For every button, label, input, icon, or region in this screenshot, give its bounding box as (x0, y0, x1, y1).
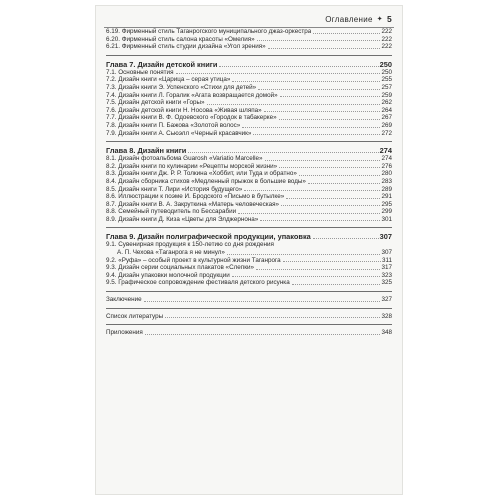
toc-entry-line1: 9.1. Сувенирная продукция к 150-летию со дня рождения (106, 241, 274, 249)
toc-entry: 8.6. Иллюстрации к поэме И. Бродского «Письмо в бутылке» 291 (106, 193, 392, 201)
toc-entry: 6.20. Фирменный стиль салона красоты «Омелия» 222 (106, 35, 392, 43)
ornament-icon: ✦ (376, 16, 383, 23)
section-divider (106, 291, 392, 292)
toc-entry: 7.4. Дизайн книги Л. Горалик «Агата возвращается домой» 259 (106, 91, 392, 99)
toc-entry: 8.7. Дизайн книги В. А. Закруткина «Матерь человеческая» 295 (106, 200, 392, 208)
section-divider (106, 227, 392, 228)
toc-conclusion: Заключение 327 (106, 296, 392, 304)
toc-entry: 7.2. Дизайн книги «Царица – серая утица» 255 (106, 76, 392, 84)
toc-chapter-8 (106, 146, 392, 223)
toc-entry: 6.19. Фирменный стиль Таганрогского муниципального джаз-оркестра 222 (106, 28, 392, 35)
toc-entry: 9.5. Графическое сопровождение фестиваля детского рисунка 325 (106, 279, 392, 287)
toc-entry: 8.1. Дизайн фотоальбома Guarosh «Variatio Marcelle» 274 (106, 155, 392, 163)
toc-entry: 7.6. Дизайн детской книги Н. Носова «Живая шляпа» 264 (106, 106, 392, 114)
toc-chapter-7 (106, 60, 392, 137)
toc-entry: 7.7. Дизайн книги В. Ф. Одоевского «Городок в табакерке» 267 (106, 114, 392, 122)
table-of-contents (106, 28, 392, 337)
toc-entry: 8.9. Дизайн книги Д. Киза «Цветы для Элджернона» 301 (106, 215, 392, 223)
section-divider (106, 55, 392, 56)
toc-references: Список литературы 328 (106, 312, 392, 320)
toc-chapter-9 (106, 232, 392, 287)
toc-entry: 9.3. Дизайн серии социальных плакатов «Слепки» 317 (106, 264, 392, 272)
toc-entry: 8.3. Дизайн книги Дж. Р. Р. Толкина «Хоббит, или Туда и обратно» 280 (106, 170, 392, 178)
section-title: Оглавление (325, 14, 373, 24)
section-divider (106, 308, 392, 309)
toc-entry-continuation: А. П. Чехова «Таганрога я не минул» 307 (117, 249, 392, 257)
running-header (325, 14, 392, 24)
toc-entry: 7.5. Дизайн детской книги «Горы» 262 (106, 99, 392, 107)
toc-entry: 8.2. Дизайн книги по кулинарии «Рецепты морской жизни» 276 (106, 162, 392, 170)
toc-entry: 6.21. Фирменный стиль студии дизайна «Угол зрения» 222 (106, 43, 392, 51)
toc-entry: 8.5. Дизайн книги Т. Лири «История будущего» 289 (106, 185, 392, 193)
toc-group-top (106, 28, 392, 51)
chapter-heading: Глава 7. Дизайн детской книги 250 (106, 59, 392, 69)
section-divider (106, 141, 392, 142)
chapter-heading: Глава 8. Дизайн книги 274 (106, 146, 392, 156)
toc-entry: 7.9. Дизайн книги А. Сьюэлл «Черный красавчик» 272 (106, 129, 392, 137)
toc-entry: 7.3. Дизайн книги Э. Успенского «Стихи для детей» 257 (106, 83, 392, 91)
page-number: 5 (386, 14, 392, 24)
toc-appendix: Приложения 348 (106, 329, 392, 337)
toc-entry: 7.1. Основные понятия 250 (106, 68, 392, 76)
section-divider (106, 324, 392, 325)
chapter-heading: Глава 9. Дизайн полиграфической продукции, упаковка 307 (106, 232, 392, 242)
toc-entry: 8.4. Дизайн сборника стихов «Медленный прыжок в большие воды» 283 (106, 177, 392, 185)
toc-entry: 9.2. «Руфа» – особый проект в культурной жизни Таганрога 311 (106, 256, 392, 264)
toc-entry: 9.4. Дизайн упаковки молочной продукции 323 (106, 271, 392, 279)
book-page (96, 6, 402, 494)
toc-entry: 7.8. Дизайн книги П. Бажова «Золотой волос» 269 (106, 121, 392, 129)
toc-entry: 8.8. Семейный путеводитель по Бессарабии 299 (106, 208, 392, 216)
